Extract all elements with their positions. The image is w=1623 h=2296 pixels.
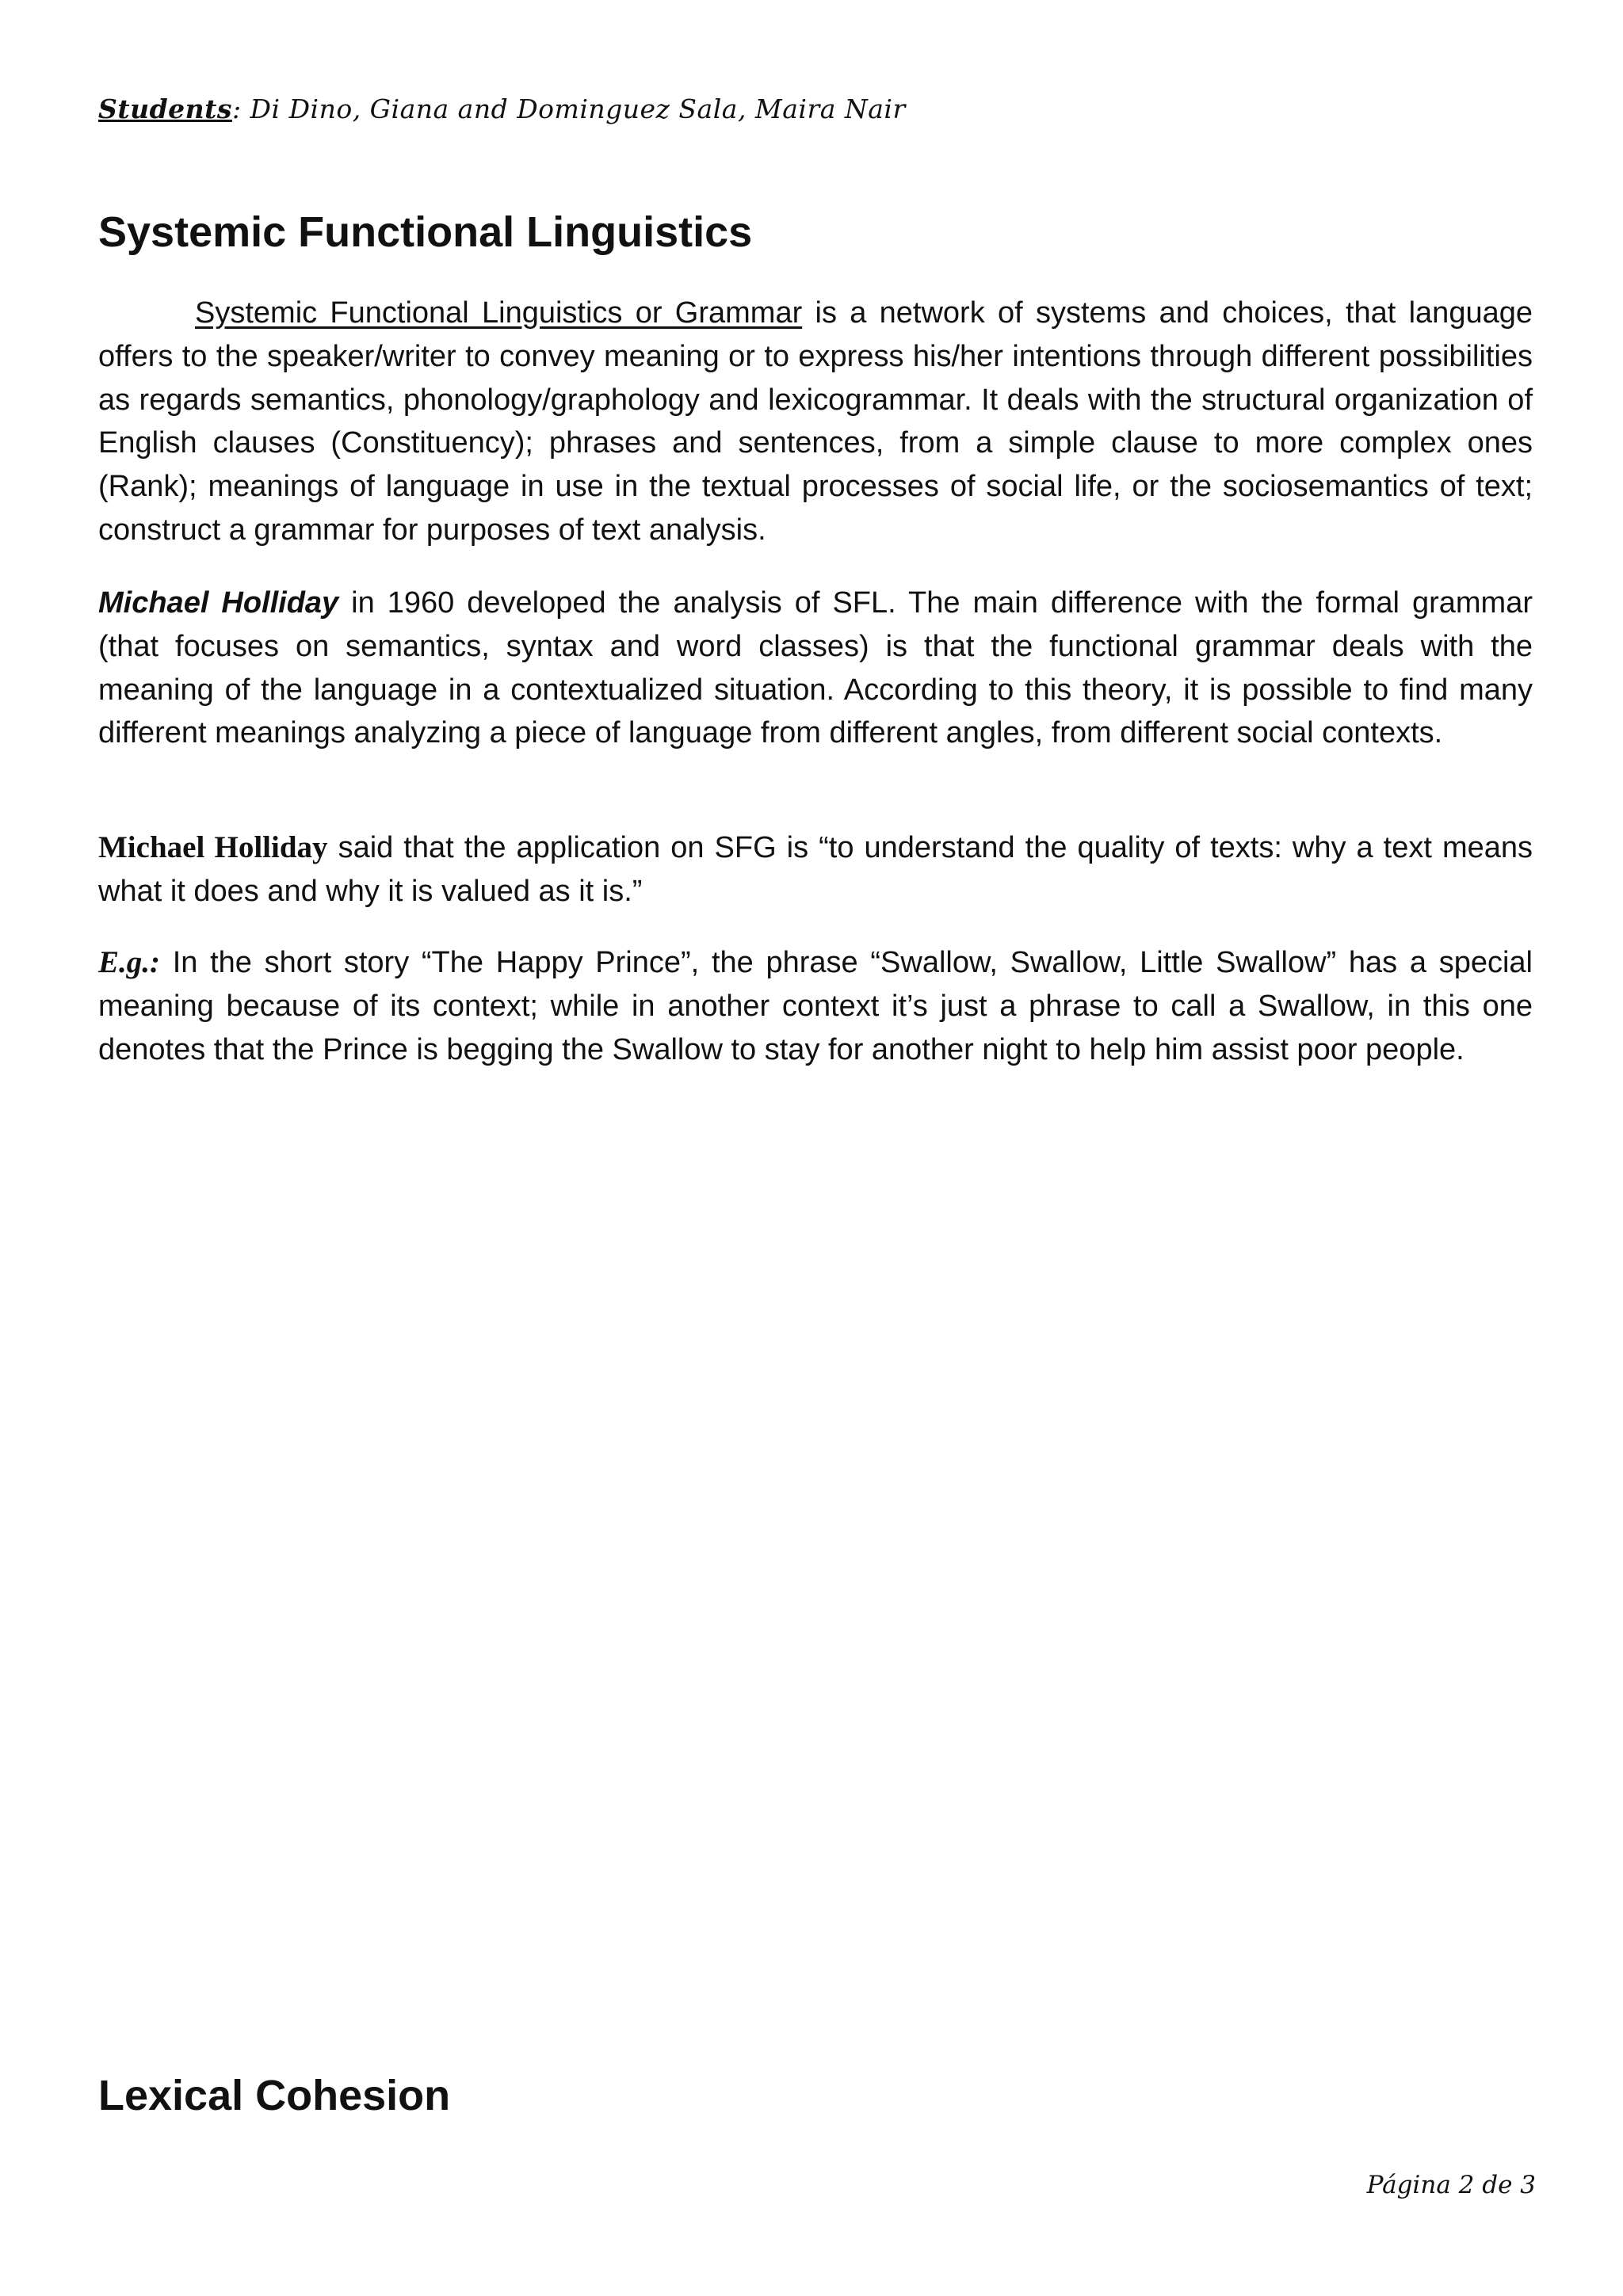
author-name: Michael Holliday: [98, 586, 339, 620]
students-label: Students: [98, 93, 232, 124]
section-title-sfl: Systemic Functional Linguistics: [98, 208, 753, 256]
page-number: Página 2 de 3: [1366, 2171, 1536, 2199]
students-names: : Di Dino, Giana and Dominguez Sala, Maira Nair: [231, 93, 906, 124]
paragraph-text: is a network of systems and choices, that language offers to the speaker/writer to convey meaning or to express his/her intentions through different possibilities as regards semantics, phonology/graphology and lexicogrammar. It deals with the structural organization of English clauses (Constituency); phrases and sentences, from a simple clause to more complex ones (Rank); meanings of language in use in the textual processes of social life, or the sociosemantics of text; construct a grammar for purposes of text analysis.: [98, 296, 1533, 547]
example-label: E.g.:: [98, 945, 160, 979]
author-name: Michael Holliday: [98, 830, 328, 864]
section-title-lexical-cohesion: Lexical Cohesion: [98, 2072, 451, 2119]
paragraph-sfl-definition: [98, 292, 1533, 552]
students-header: [98, 93, 906, 124]
paragraph-holliday-quote: [98, 826, 1533, 913]
paragraph-text: said that the application on SFG is “to understand the quality of texts: why a text means what it does and why it is valued as it is.”: [98, 831, 1533, 908]
paragraph-holliday-analysis: [98, 582, 1533, 755]
paragraph-example: [98, 941, 1533, 1071]
paragraph-text: In the short story “The Happy Prince”, the phrase “Swallow, Swallow, Little Swallow” has a special meaning because of its context; while in another context it’s just a phrase to call a Swallow, in this one denotes that the Prince is begging the Swallow to stay for another night to help him assist poor people.: [98, 946, 1533, 1066]
sfl-term: Systemic Functional Linguistics or Grammar: [195, 296, 803, 330]
paragraph-text: in 1960 developed the analysis of SFL. The main difference with the formal grammar (that focuses on semantics, syntax and word classes) is that the functional grammar deals with the meaning of the language in a contextualized situation. According to this theory, it is possible to find many different meanings analyzing a piece of language from different angles, from different social contexts.: [98, 586, 1533, 750]
